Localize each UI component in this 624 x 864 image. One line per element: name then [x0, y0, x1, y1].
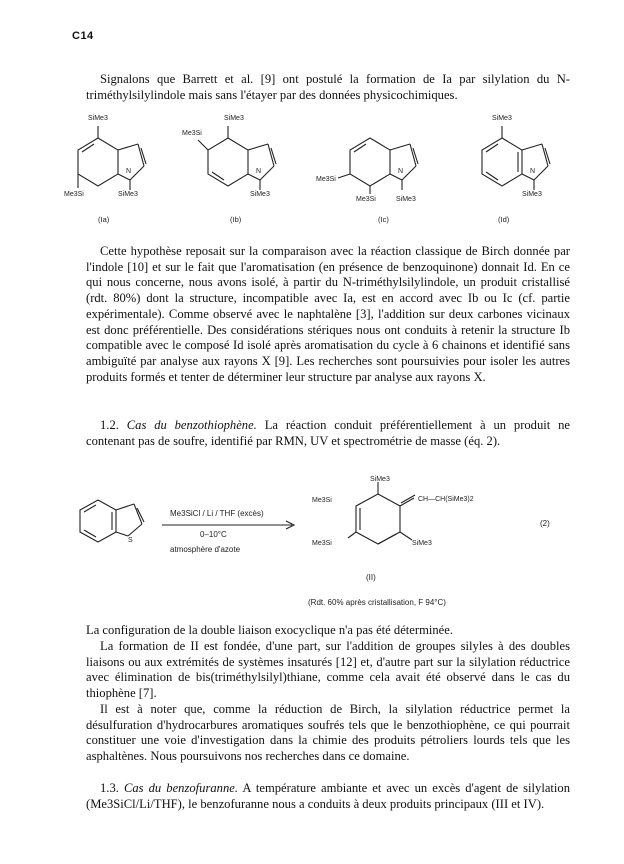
reaction-reagents: Me3SiCl / Li / THF (excès) — [170, 509, 264, 518]
label-exocyclic-chain: CH—CH(SiMe3)2 — [418, 496, 474, 503]
reaction-temperature: 0–10°C — [200, 530, 227, 539]
label-me3si: Me3Si — [312, 497, 332, 504]
label-n: N — [530, 168, 536, 175]
structure-label: (Ia) — [98, 215, 110, 224]
label-sime3: SiMe3 — [224, 115, 244, 122]
section-body: A température ambiante et avec un excès d'agent de silylation (Me3SiCl/Li/THF), le benzofuranne nous a conduits à deux produits principaux (III et IV). — [86, 781, 570, 811]
paragraph-text: Cette hypothèse reposait sur la comparaison avec la réaction classique de Birch donnée par l'indole [10] et sur le fait que l'aromatisation (en présence de benzoquinone) donnait Id. En ce qui nous concerne, nous avons isolé, à partir du N-triméthylsilylindole, un produit cristallisé (rdt. 80%) dont la structure, incompatible avec Ia, est en accord avec Ib ou Ic (cf. partie expérimentale). Comme observé avec le naphtalène [3], l'addition sur deux carbones vicinaux est donc préférentielle. Des considérations stériques nous ont conduits à retenir la structure Ib compatible avec le composé Id isolé après aromatisation du cycle à 6 chainons et identifié sans ambiguïté par analyse aux rayons X [9]. Les recherches sont poursuivies pour isoler les autres produits formés et tenter de déterminer leur structure par analyse aux rayons X. — [86, 244, 570, 384]
label-n: N — [398, 168, 404, 175]
structure-Ic — [330, 118, 450, 203]
reaction-arrow — [160, 520, 300, 530]
section-benzofuranne — [86, 781, 570, 812]
equation-number: (2) — [540, 519, 550, 528]
label-sime3: SiMe3 — [412, 540, 432, 547]
structure-Ib — [188, 118, 308, 203]
paragraph-text: La configuration de la double liaison exocyclique n'a pas été déterminée. — [86, 623, 453, 637]
paragraph-hypothesis — [86, 244, 570, 385]
label-sime3: SiMe3 — [522, 191, 542, 198]
paragraph-text: Il est à noter que, comme la réduction de Birch, la silylation réductrice permet la désulfuration d'hydrocarbures aromatiques soufrés tels que le benzothiophène, ce qui pourrait constituer une voie d'investigation dans la chimie des produits pétroliers lourds tels que les asphaltènes. Nous poursuivons nos recherches dans ce domaine. — [86, 702, 570, 764]
structure-label: (Ic) — [378, 215, 389, 224]
label-n: N — [256, 168, 262, 175]
section-title: Cas du benzothiophène. — [126, 418, 257, 432]
label-n: N — [126, 168, 132, 175]
label-sime3: SiMe3 — [492, 115, 512, 122]
section-body: La réaction conduit préférentiellement à un produit ne contenant pas de soufre, identifié par RMN, UV et spectrométrie de masse (éq. 2). — [86, 418, 571, 448]
benzothiophene-structure — [70, 490, 160, 560]
structure-label: (Ib) — [230, 215, 242, 224]
label-me3si: Me3Si — [64, 191, 84, 198]
paragraph-configuration — [86, 623, 570, 639]
reaction-atmosphere: atmosphère d'azote — [170, 545, 241, 554]
label-s: S — [128, 537, 133, 544]
label-me3si: Me3Si — [182, 130, 202, 137]
section-title: Cas du benzofuranne. — [123, 781, 239, 795]
paragraph-text: La formation de II est fondée, d'une part, sur l'addition de groupes silyles à des doubles liaisons ou aux extrémités de systèmes insaturés [12] et, d'autre part sur la silylation réductrice avec élimination de bis(triméthylsilyl)thiane, comme cela avait été observé dans le cas du thiophène [7]. — [86, 639, 570, 701]
paragraph-intro — [86, 72, 570, 103]
paragraph-text — [86, 418, 570, 449]
section-number: 1.3. — [100, 781, 119, 795]
yield-note: (Rdt. 60% après cristallisation, F 94°C) — [308, 598, 446, 607]
page-number: C14 — [72, 30, 94, 42]
paragraph-text: Signalons que Barrett et al. [9] ont postulé la formation de Ia par silylation du N-triméthylsilylindole mais sans l'étayer par des données physicochimiques. — [86, 72, 570, 102]
structure-Id — [462, 118, 572, 203]
paragraph-text — [86, 781, 570, 812]
label-me3si: Me3Si — [316, 176, 336, 183]
label-me3si: Me3Si — [312, 540, 332, 547]
label-sime3: SiMe3 — [396, 196, 416, 203]
label-sime3: SiMe3 — [118, 191, 138, 198]
label-sime3: SiMe3 — [88, 115, 108, 122]
label-sime3: SiMe3 — [370, 476, 390, 483]
label-sime3: SiMe3 — [250, 191, 270, 198]
section-benzothiophene — [86, 418, 570, 449]
paragraph-formation — [86, 639, 570, 702]
product-label: (II) — [366, 573, 376, 582]
product-II-structure — [330, 476, 460, 566]
paragraph-desulfuration — [86, 702, 570, 765]
label-me3si: Me3Si — [356, 196, 376, 203]
structure-label: (Id) — [498, 215, 510, 224]
section-number: 1.2. — [100, 418, 119, 432]
